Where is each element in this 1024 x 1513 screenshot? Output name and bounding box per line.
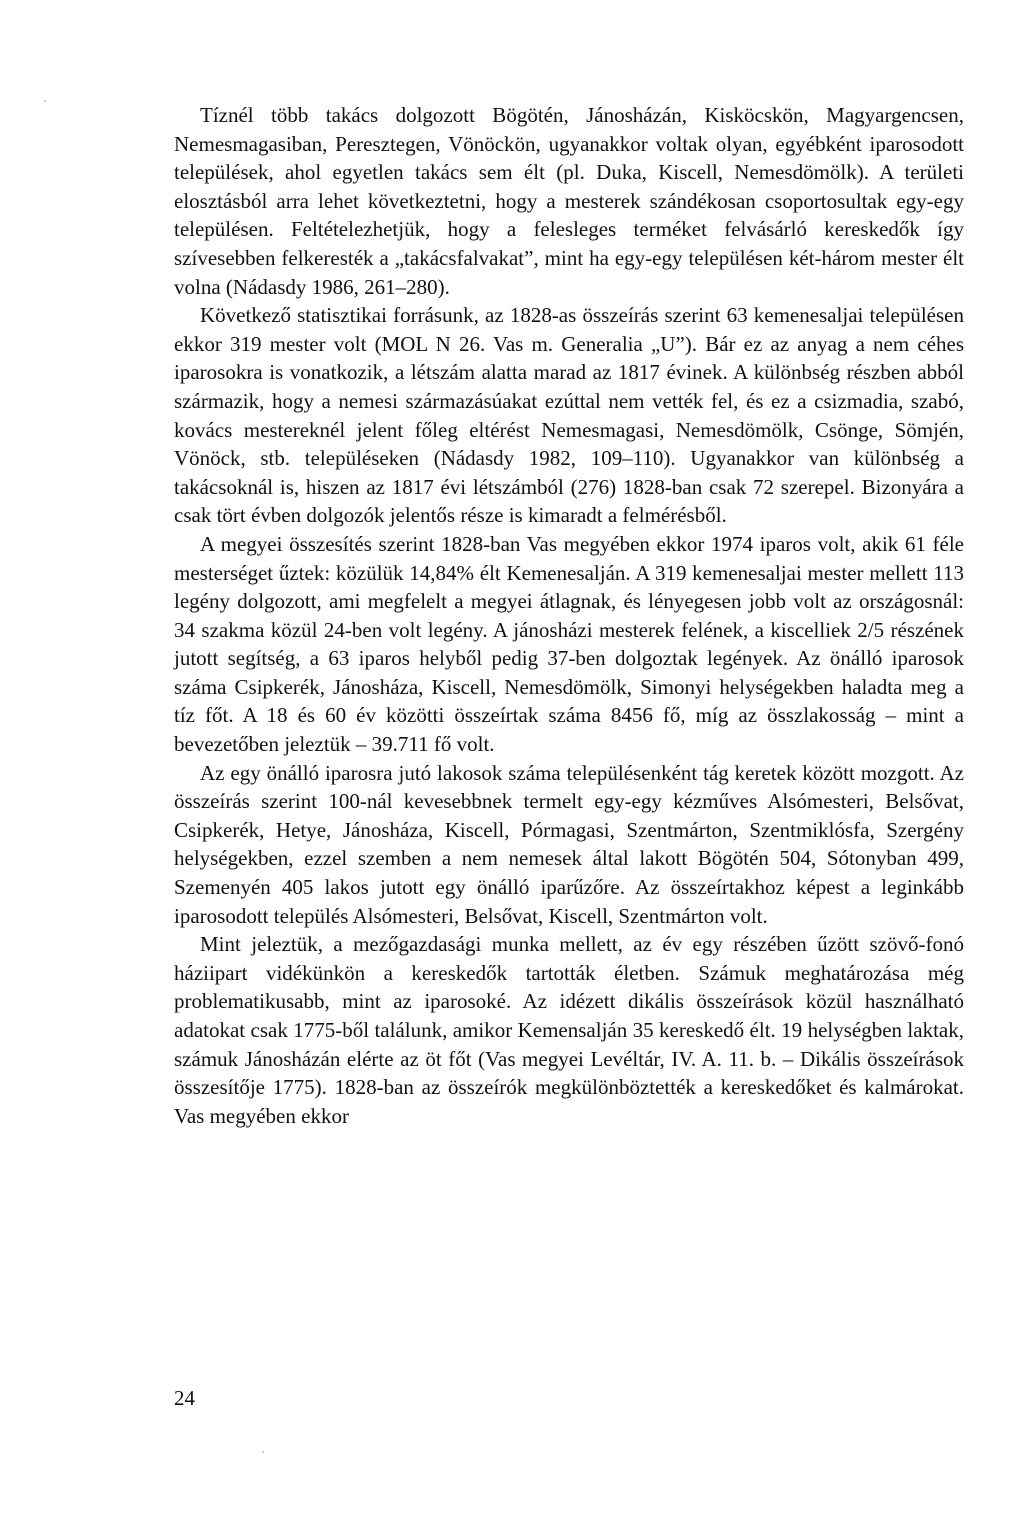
paragraph-4: Az egy önálló iparosra jutó lakosok száma településenként tág keretek között mozgott. Az összeírás szerint 100-nál kevesebbnek termelt egy-egy kézműves Alsómesteri, Belsővat, Csipkerék, Hetye, Jánosháza, Kiscell, Pórmagasi, Szentmárton, Szentmiklósfa, Szergény helységekben, ezzel szemben a nem nemesek által lakott Bögötén 504, Sótonyban 499, Szemenyén 405 lakos jutott egy önálló iparűzőre. Az összeírtakhoz képest a leginkább iparosodott település Alsómesteri, Belsővat, Kiscell, Szentmárton volt. xyxy=(174,760,964,928)
paragraph-1: Tíznél több takács dolgozott Bögötén, Jánosházán, Kisköcskön, Magyargencsen, Nemesmagasiban, Peresztegen, Vönöckön, ugyanakkor voltak olyan, egyébként iparosodott települések, ahol egyetlen takács sem élt (pl. Duka, Kiscell, Nemesdömölk). A területi elosztásból arra lehet következtetni, hogy a mesterek szándékosan csoportosultak egy-egy településen. Feltételezhetjük, hogy a felesleges terméket felvásárló kereskedők így szívesebben felkeresték a „takácsfalvakat”, mint ha egy-egy településen két-három mester élt volna (Nádasdy 1986, 261–280). xyxy=(174,103,964,299)
page-body xyxy=(174,101,964,1130)
paragraph-5: Mint jeleztük, a mezőgazdasági munka mellett, az év egy részében űzött szövő-fonó háziipart vidékünkön a kereskedők tartották életben. Számuk meghatározása még problematikusabb, mint az iparosoké. Az idézett dikális összeírások közül használható adatokat csak 1775-ből találunk, amikor Kemensalján 35 kereskedő élt. 19 helységben laktak, számuk Jánosházán elérte az öt főt (Vas megyei Levéltár, IV. A. 11. b. – Dikális összeírások összesítője 1775). 1828-ban az összeírók megkülönböztették a kereskedőket és kalmárokat. Vas megyében ekkor xyxy=(174,932,964,1128)
scan-speck xyxy=(262,1451,264,1453)
paragraph-3: A megyei összesítés szerint 1828-ban Vas megyében ekkor 1974 iparos volt, akik 61 féle mesterséget űztek: közülük 14,84% élt Kemenesalján. A 319 kemenesaljai mester mellett 113 legény dolgozott, ami megfelelt a megyei átlagnak, és lényegesen jobb volt az országosnál: 34 szakma közül 24-ben volt legény. A jánosházi mesterek felének, a kiscelliek 2/5 részének jutott segítség, a 63 iparos helyből pedig 37-ben dolgoztak legények. Az önálló iparosok száma Csipkerék, Jánosháza, Kiscell, Nemesdömölk, Simonyi helységekben haladta meg a tíz főt. A 18 és 60 év közötti összeírtak száma 8456 fő, míg az összlakosság – mint a bevezetőben jeleztük – 39.711 fő volt. xyxy=(174,531,964,757)
scan-speck xyxy=(44,100,46,102)
page-number: 24 xyxy=(174,1386,195,1410)
paragraph-2: Következő statisztikai forrásunk, az 1828-as összeírás szerint 63 kemenesaljai településen ekkor 319 mester volt (MOL N 26. Vas m. Generalia „U”). Bár ez az anyag a nem céhes iparosokra is vonatkozik, a létszám alatta marad az 1817 évinek. A különbség részben abból származik, hogy a nemesi származásúakat ezúttal nem vették fel, és ez a csizmadia, szabó, kovács mestereknél jelent főleg eltérést Nemesmagasi, Nemesdömölk, Csönge, Sömjén, Vönöck, stb. településeken (Nádasdy 1982, 109–110). Ugyanakkor van különbség a takácsoknál is, hiszen az 1817 évi létszámból (276) 1828-ban csak 72 szerepel. Bizonyára a csak tört évben dolgozók jelentős része is kimaradt a felmérésből. xyxy=(174,303,964,528)
